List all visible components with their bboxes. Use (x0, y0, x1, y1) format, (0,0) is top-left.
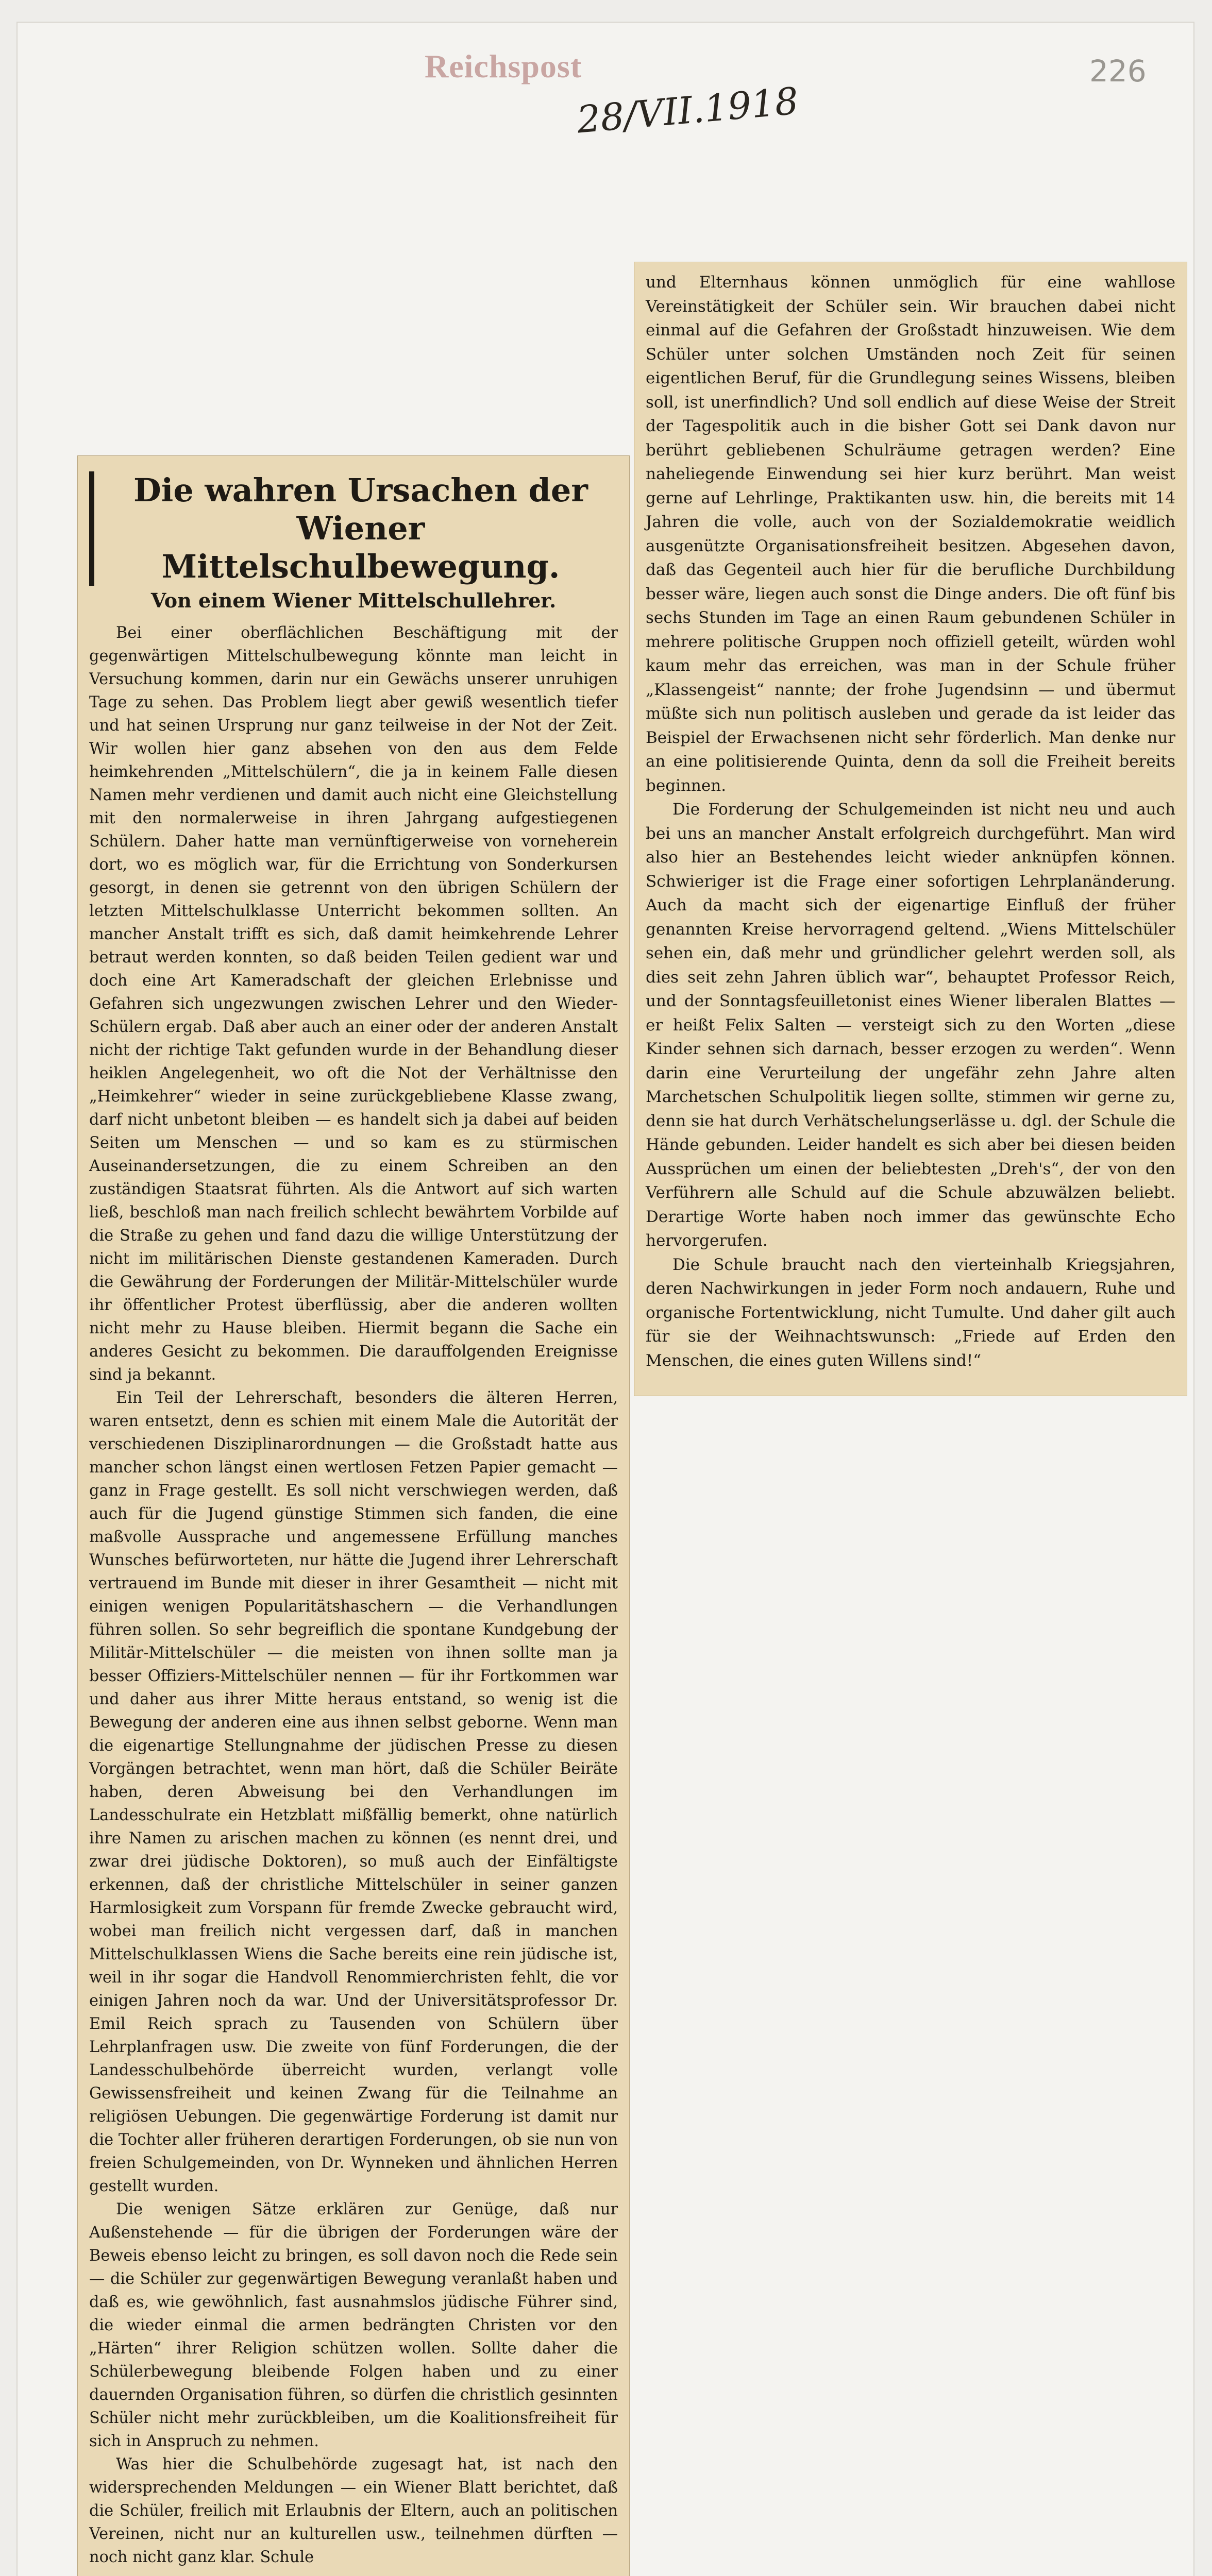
page-number: 226 (1089, 54, 1147, 89)
article-paragraph: Die Schule braucht nach den vierteinhalb Kriegsjahren, deren Nachwirkungen in jeder Form noch andauern, Ruhe und organische Fortentwicklung, nicht Tumulte. Und daher gilt auch für sie der Weihnachtswunsch: „Friede auf Erden den Menschen, die eines guten Willens sind!“ (646, 1255, 1175, 1370)
article-paragraph: Bei einer oberflächlichen Beschäftigung mit der gegenwärtigen Mittelschulbewegung könnte man leicht in Versuchung kommen, darin nur ein Gewächs unserer unruhigen Tage zu sehen. Das Problem liegt aber gewiß wesentlich tiefer und hat seinen Ursprung nur ganz teilweise in der Not der Zeit. Wir wollen hier ganz absehen von den aus dem Felde heimkehrenden „Mittelschülern“, die ja in keinem Falle diesen Namen mehr verdienen und damit auch nicht eine Gleichstellung mit den normalerweise in ihren Jahrgang aufgestiegenen Schülern. Daher hatte man vernünftigerweise von vorneherein dort, wo es möglich war, für die Errichtung von Sonderkursen gesorgt, in denen sie getrennt von den übrigen Schülern der letzten Mittelschulklasse Unterricht bekommen sollten. An mancher Anstalt trifft es sich, daß damit heimkehrende Lehrer betraut werden konnten, so daß beiden Teilen gedient war und doch eine Art Kameradschaft der gleichen Erlebnisse und Gefahren sich ungezwungen zwischen Lehrer und den Wieder-Schülern ergab. Daß aber auch an einer oder der anderen Anstalt nicht der richtige Takt gefunden wurde in der Behandlung dieser heiklen Angelegenheit, wo oft die Not der Verhältnisse den „Heimkehrer“ wieder in seine zurückgebliebene Klasse zwang, darf nicht unbetont bleiben — es handelt sich ja dabei auf beiden Seiten um Menschen — und so kam es zu stürmischen Auseinandersetzungen, die zu einem Schreiben an den zuständigen Staatsrat führten. Als die Antwort auf sich warten ließ, beschloß man nach freilich schlecht bewährtem Vorbilde auf die Straße zu gehen und fand dazu die willige Unterstützung der nicht im militärischen Dienste gestandenen Kameraden. Durch die Gewährung der Forderungen der Militär-Mittelschüler wurde ihr öffentlicher Protest überflüssig, aber die anderen wollten nicht mehr zu Hause bleiben. Hiermit begann die Sache ein anderes Gesicht zu bekommen. Die darauffolgenden Ereignisse sind ja bekannt. (89, 624, 618, 1384)
article-paragraph: Ein Teil der Lehrerschaft, besonders die älteren Herren, waren entsetzt, denn es schien mit einem Male die Autorität der verschiedenen Disziplinarordnungen — die Großstadt hatte aus mancher schon längst einen wertlosen Fetzen Papier gemacht — ganz in Frage gestellt. Es soll nicht verschwiegen werden, daß auch für die Jugend günstige Stimmen sich fanden, die eine maßvolle Aussprache und angemessene Erfüllung manches Wunsches befürworteten, nur hätte die Jugend ihrer Lehrerschaft vertrauend im Bunde mit dieser in ihrer Gesamtheit — nicht mit einigen wenigen Popularitätshaschern — die Verhandlungen führen sollen. So sehr begreiflich die spontane Kundgebung der Militär-Mittelschüler — die meisten von ihnen sollte man ja besser Offiziers-Mittelschüler nennen — für ihr Fortkommen war und daher aus ihrer Mitte heraus entstand, so wenig ist die Bewegung der anderen eine aus ihnen selbst geborne. Wenn man die eigenartige Stellungnahme der jüdischen Presse zu diesen Vorgängen betrachtet, wenn man hört, daß die Schüler Beiräte haben, deren Abweisung bei den Verhandlungen im Landesschulrate ein Hetzblatt mißfällig bemerkt, ohne natürlich ihre Namen zu arischen machen zu können (es nennt drei, und zwar drei jüdische Doktoren), so muß auch der Einfältigste erkennen, daß der christliche Mittelschüler in seiner ganzen Harmlosigkeit zum Vorspann für fremde Zwecke gebraucht wird, wobei man freilich nicht vergessen darf, daß in manchen Mittelschulklassen Wiens die Sache bereits eine rein jüdische ist, weil in ihr sogar die Handvoll Renommierchristen fehlt, die vor einigen Jahren noch da war. Und der Universitätsprofessor Dr. Emil Reich sprach zu Tausenden von Schülern über Lehrplanfragen usw. Die zweite von fünf Forderungen, die der Landesschulbehörde überreicht wurden, verlangt volle Gewissensfreiheit und keinen Zwang für die Teilnahme an religiösen Uebungen. Die gegenwärtige Forderung ist damit nur die Tochter aller früheren derartigen Forderungen, ob sie nun von freien Schulgemeinden, von Dr. Wynneken und ähnlichen Herren gestellt wurden. (89, 1389, 618, 2195)
article-paragraph: Was hier die Schulbehörde zugesagt hat, ist nach den widersprechenden Meldungen — ein Wiener Blatt berichtet, daß die Schüler, freilich mit Erlaubnis der Eltern, auch an politischen Vereinen, nicht nur an kulturellen usw., teilnehmen dürften — noch nicht ganz klar. Schule (89, 2455, 618, 2566)
handwritten-date: 28/VII.1918 (575, 79, 800, 142)
article-clipping-column-2 (634, 262, 1187, 1396)
article-byline: Von einem Wiener Mittelschullehrer. (150, 589, 557, 612)
article-title: Die wahren Ursachen der Wiener Mittelschulbewegung. (89, 471, 618, 586)
article-paragraph: Die wenigen Sätze erklären zur Genüge, daß nur Außenstehende — für die übrigen der Forderungen wäre der Beweis ebenso leicht zu bringen, es soll davon noch die Rede sein — die Schüler zur gegenwärtigen Bewegung veranlaßt haben und daß es, wie gewöhnlich, fast ausnahmslos jüdische Führer sind, die wieder einmal die armen bedrängten Christen vor den „Härten“ ihrer Religion schützen wollen. Sollte daher die Schülerbewegung bleibende Folgen haben und zu einer dauernden Organisation führen, so dürfen die christlich gesinnten Schüler nicht mehr zurückbleiben, um die Koalitionsfreiheit für sich in Anspruch zu nehmen. (89, 2200, 618, 2450)
newspaper-stamp: Reichspost (425, 48, 582, 84)
article-paragraph: und Elternhaus können unmöglich für eine wahllose Vereinstätigkeit der Schüler sein. Wir brauchen dabei nicht einmal auf die Gefahren der Großstadt hinzuweisen. Wie dem Schüler unter solchen Umständen noch Zeit für seinen eigentlichen Beruf, für die Grundlegung seines Wissens, bleiben soll, ist unerfindlich? Und soll endlich auf diese Weise der Streit der Tagespolitik auch in die bisher Gott sei Dank davon nur berührt gebliebenen Schulräume getragen werden? Eine naheliegende Einwendung sei hier kurz berührt. Man weist gerne auf Lehrlinge, Praktikanten usw. hin, die bereits mit 14 Jahren die volle, auch von der Sozialdemokratie weidlich ausgenützte Organisationsfreiheit besitzen. Abgesehen davon, daß das Gegenteil auch hier für die berufliche Durchbildung besser wäre, liegen auch sonst die Dinge anders. Die oft fünf bis sechs Stunden im Tage an einen Raum gebundenen Schüler in mehrere politische Gruppen noch offiziell geteilt, würden wohl kaum mehr das erreichen, was man in der Schule früher „Klassengeist“ nannte; der frohe Jugendsinn — und übermut müßte sich nun politisch ausleben und gerade da ist leider das Beispiel der Erwachsenen nicht sehr förderlich. Man denke nur an eine politisierende Quinta, denn da soll die Freiheit bereits beginnen. (646, 273, 1175, 795)
article-paragraph: Die Forderung der Schulgemeinden ist nicht neu und auch bei uns an mancher Anstalt erfolgreich durchgeführt. Man wird also hier an Bestehendes leicht wieder anknüpfen können. Schwieriger ist die Frage einer sofortigen Lehrplanänderung. Auch da macht sich der eigenartige Einfluß der früher genannten Kreise hervorragend geltend. „Wiens Mittelschüler sehen ein, daß mehr und gründlicher gelehrt werden soll, als dies seit zehn Jahren üblich war“, behauptet Professor Reich, und der Sonntagsfeuilletonist eines Wiener liberalen Blattes — er heißt Felix Salten — versteigt sich zu den Worten „diese Kinder sehnen sich darnach, besser erzogen zu werden“. Wenn darin eine Verurteilung der ungefähr zehn Jahre alten Marchetschen Schulpolitik liegen sollte, stimmen wir gerne zu, denn sie hat durch Verhätschelungserlässe u. dgl. der Schule die Hände gebunden. Leider handelt es sich aber bei diesen beiden Aussprüchen um einen der beliebtesten „Dreh's“, der von den Verführern alle Schuld auf die Schule abzuwälzen beliebt. Derartige Worte haben noch immer das gewünschte Echo hervorgerufen. (646, 800, 1175, 1250)
article-clipping-column-1 (77, 455, 630, 2576)
